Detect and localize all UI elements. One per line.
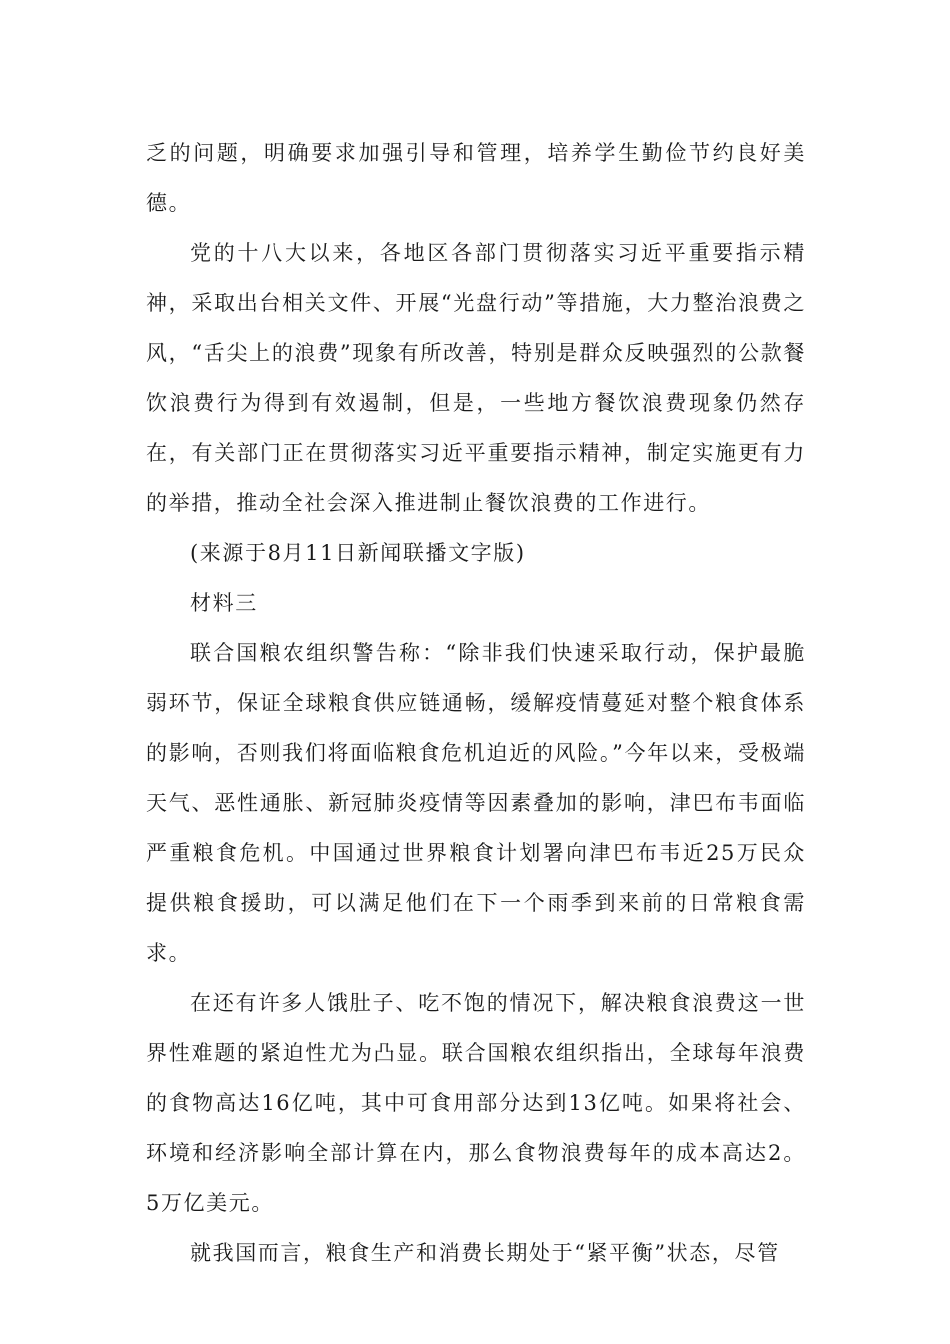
paragraph-continuation: 乏的问题，明确要求加强引导和管理，培养学生勤俭节约良好美德。 (146, 141, 806, 215)
paragraph-food-waste: 在还有许多人饿肚子、吃不饱的情况下，解决粮食浪费这一世界性难题的紧迫性尤为凸显。联合国粮农组织指出，全球每年浪费的食物高达16亿吨，其中可食用部分达到13亿吨。如果将社会、环境和经济影响全部计算在内，那么食物浪费每年的成本高达2。5万亿美元。 (146, 991, 806, 1215)
paragraph-china-grain: 就我国而言，粮食生产和消费长期处于“紧平衡”状态，尽管 (190, 1241, 780, 1265)
document-page (146, 128, 806, 1278)
paragraph-fao-warning: 联合国粮农组织警告称：“除非我们快速采取行动，保护最脆弱环节，保证全球粮食供应链通畅，缓解疫情蔓延对整个粮食体系的影响，否则我们将面临粮食危机迫近的风险。”今年以来，受极端天气、恶性通胀、新冠肺炎疫情等因素叠加的影响，津巴布韦面临严重粮食危机。中国通过世界粮食计划署向津巴布韦近25万民众提供粮食援助，可以满足他们在下一个雨季到来前的日常粮食需求。 (146, 641, 806, 965)
paragraph-party-congress: 党的十八大以来，各地区各部门贯彻落实习近平重要指示精神，采取出台相关文件、开展“光盘行动”等措施，大力整治浪费之风，“舌尖上的浪费”现象有所改善，特别是群众反映强烈的公款餐饮浪费行为得到有效遏制，但是，一些地方餐饮浪费现象仍然存在，有关部门正在贯彻落实习近平重要指示精神，制定实施更有力的举措，推动全社会深入推进制止餐饮浪费的工作进行。 (146, 241, 806, 515)
section-heading-material-three: 材料三 (190, 591, 258, 615)
source-note: (来源于8月11日新闻联播文字版) (190, 541, 526, 565)
